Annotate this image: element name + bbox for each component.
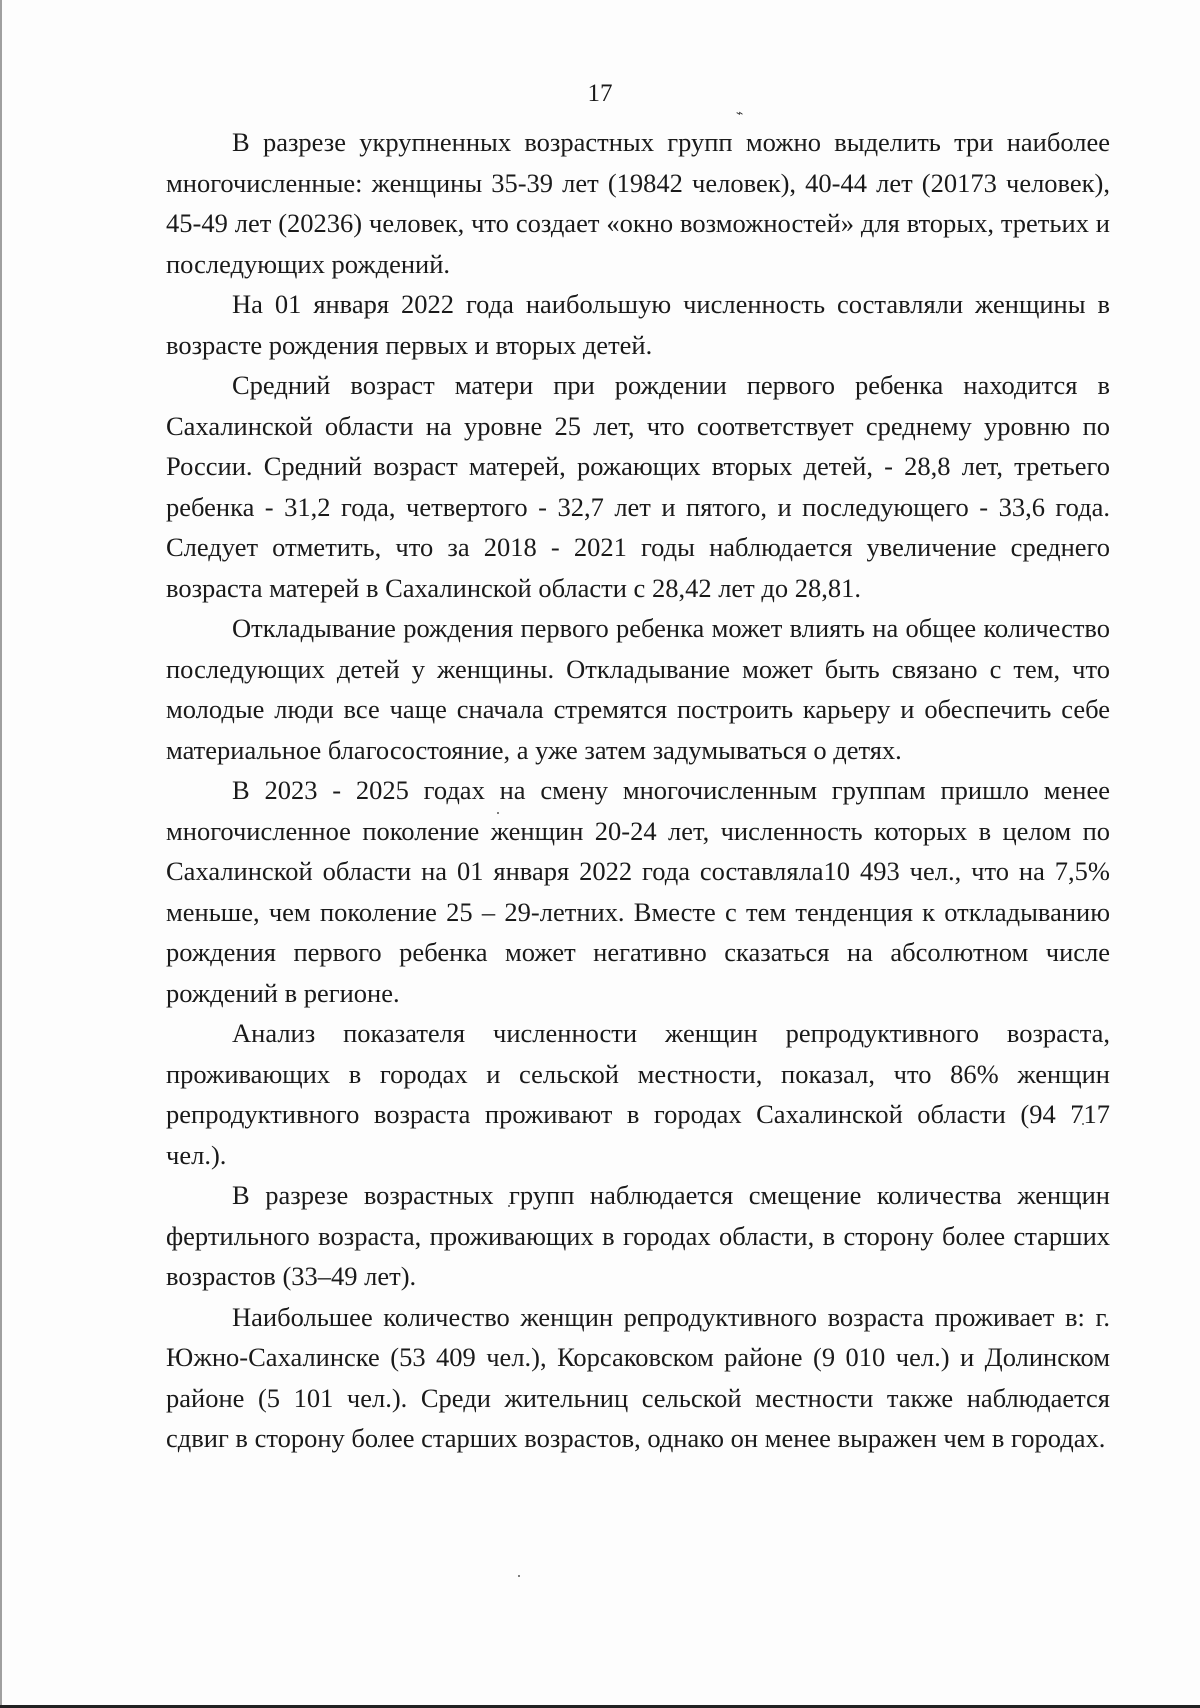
scan-artifact-mark: ⌁ <box>736 106 744 120</box>
paragraph: В 2023 - 2025 годах на смену многочисленным группам пришло менее многочисленное поколение женщин 20-24 лет, численность которых в целом по Сахалинской области на 01 января 2022 года составляла10 493 чел., что на 7,5% меньше, чем поколение 25 – 29-летних. Вместе с тем тенденция к откладыванию рождения первого ребенка может негативно сказаться на абсолютном числе рождений в регионе. <box>166 775 1110 1008</box>
document-body <box>166 122 1110 1459</box>
paragraph: В разрезе возрастных групп наблюдается смещение количества женщин фертильного возраста, проживающих в городах области, в сторону более старших возрастов (33–49 лет). <box>166 1180 1110 1291</box>
paragraph: Наибольшее количество женщин репродуктивного возраста проживает в: г. Южно-Сахалинске (53 409 чел.), Корсаковском районе (9 010 чел.) и Долинском районе (5 101 чел.). Среди жительниц сельской местности также наблюдается сдвиг в сторону более старших возрастов, однако он менее выражен чем в городах. <box>166 1301 1110 1453</box>
page-number: 17 <box>587 80 613 107</box>
scan-dot <box>518 1575 520 1577</box>
paragraph: Средний возраст матери при рождении первого ребенка находится в Сахалинской области на уровне 25 лет, что соответствует среднему уровню по России. Средний возраст матерей, рожающих вторых детей, - 28,8 лет, третьего ребенка - 31,2 года, четвертого - 32,7 лет и пятого, и последующего - 33,6 года. Следует отметить, что за 2018 - 2021 годы наблюдается увеличение среднего возраста матерей в Сахалинской области с 28,42 лет до 28,81. <box>166 370 1110 603</box>
scan-left-edge <box>0 0 2 1708</box>
paragraph: На 01 января 2022 года наибольшую численность составляли женщины в возрасте рождения первых и вторых детей. <box>166 289 1110 360</box>
paragraph: Анализ показателя численности женщин репродуктивного возраста, проживающих в городах и сельской местности, показал, что 86% женщин репродуктивного возраста проживают в городах Сахалинской области (94 717 чел.). <box>166 1018 1110 1170</box>
paragraph: В разрезе укрупненных возрастных групп можно выделить три наиболее многочисленные: женщины 35-39 лет (19842 человек), 40-44 лет (20173 человек), 45-49 лет (20236) человек, что создает «окно возможностей» для вторых, третьих и последующих рождений. <box>166 127 1110 279</box>
paragraph: Откладывание рождения первого ребенка может влиять на общее количество последующих детей у женщины. Откладывание может быть связано с тем, что молодые люди все чаще сначала стремятся построить карьеру и обеспечить себе материальное благосостояние, а уже затем задумываться о детях. <box>166 613 1110 765</box>
